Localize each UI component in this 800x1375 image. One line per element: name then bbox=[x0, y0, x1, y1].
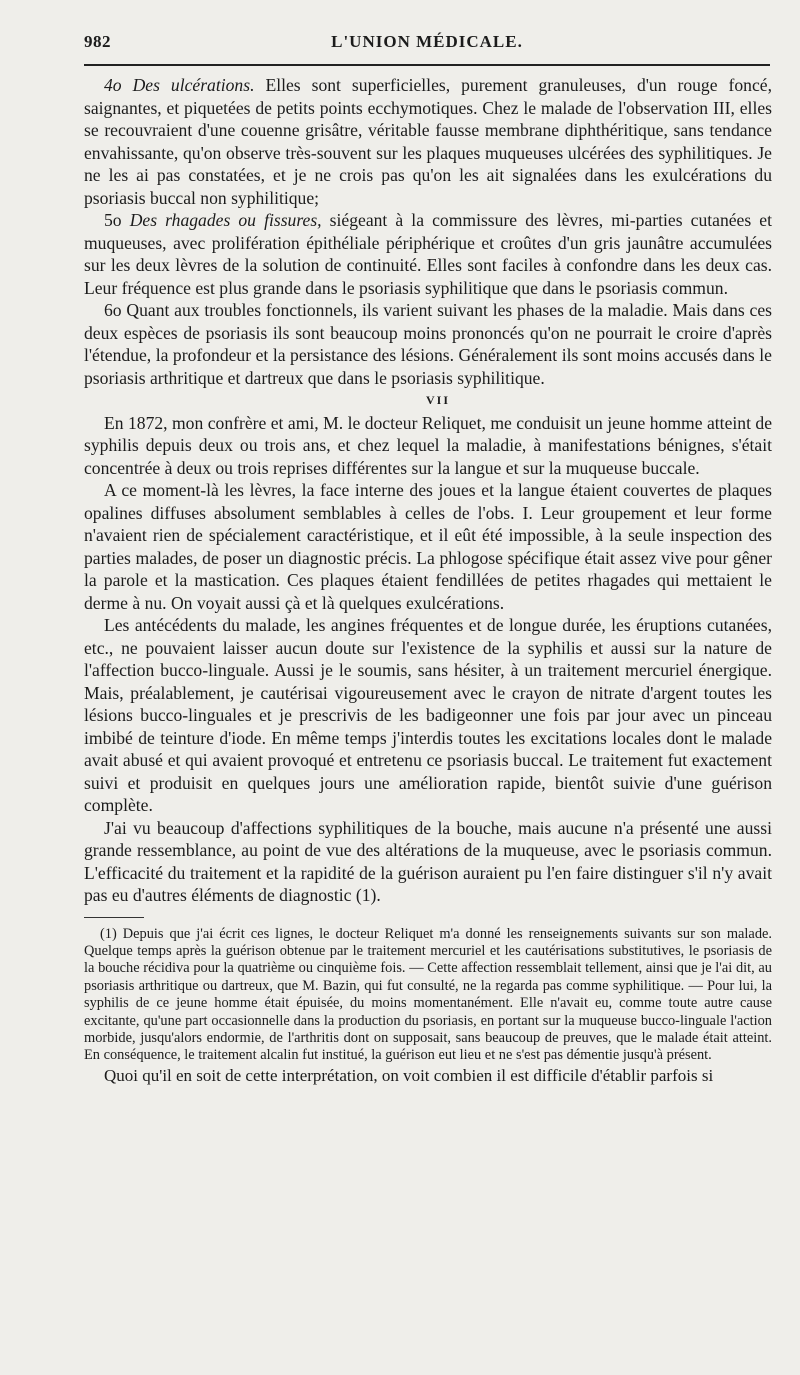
paragraph-continuation: Quoi qu'il en soit de cette interprétation, on voit combien il est difficile d'établir parfois si bbox=[104, 1065, 714, 1085]
paragraph-ulcerations bbox=[84, 74, 772, 209]
paragraph-plaques-opalines: A ce moment-là les lèvres, la face interne des joues et la langue étaient couvertes de plaques opalines diffuses absolument semblables à celles de l'obs. I. Leur groupement et leur forme n'avaient rien de spécialement caractéristique, et il eût été impossible, à la seule inspection des parties malades, de poser un diagnostic précis. La phlogose spécifique était assez vive pour gêner la parole et la mastication. Ces plaques étaient fendillées de petites rhagades qui mettaient le derme à nu. On voyait aussi çà et là quelques exulcérations. bbox=[84, 480, 772, 613]
page-number: 982 bbox=[84, 32, 111, 51]
article-body bbox=[84, 74, 772, 1087]
rhagades-text: siégeant à la commissure des lèvres, mi-parties cutanées et muqueuses, avec prolifération épithéliale périphérique et croûtes d'un gris jaunâtre accumulées sur les deux lèvres de la solution de continuité. Elles sont faciles à confondre dans les deux cas. Leur fréquence est plus grande dans le psoriasis syphilitique que dans le psoriasis commun. bbox=[84, 210, 772, 298]
footnotes bbox=[84, 926, 772, 1065]
ulcerations-label: 4o Des ulcérations. bbox=[104, 75, 255, 95]
section-numeral: VII bbox=[425, 393, 450, 407]
paragraph-observation-1872: En 1872, mon confrère et ami, M. le docteur Reliquet, me conduisit un jeune homme atteint de syphilis depuis deux ou trois ans, et chez lequel la maladie, à manifestations bénignes, s'était concentrée à deux ou trois reprises différentes sur la langue et sur la muqueuse buccale. bbox=[84, 412, 772, 478]
footnote-1: (1) Depuis que j'ai écrit ces lignes, le docteur Reliquet m'a donné les renseignements suivants sur son malade. Quelque temps après la guérison obtenue par le traitement mercuriel et les cautérisations substitutives, le psoriasis de la bouche récidiva pour la quatrième ou cinquième fois. — Cette affection ressemblait tellement, ainsi que je l'ai dit, au psoriasis arthritique ou dartreux, que M. Bazin, qui fut consulté, ne la regarda pas comme syphilitique. — Pour lui, la syphilis de ce jeune homme était épuisée, du moins momentanément. Elle n'avait eu, comme toute autre cause excitante, qu'une part occasionnelle dans la production du psoriasis, en portant sur la muqueuse bucco-linguale l'action morbide, jusqu'alors endormie, de l'arthritis dont on supposait, sans beaucoup de preuves, que le malade était atteint. En conséquence, le traitement alcalin fut institué, la guérison eut lieu et ne s'est pas démentie jusqu'à présent. bbox=[84, 925, 772, 1064]
paragraph-antecedents: Les antécédents du malade, les angines fréquentes et de longue durée, les éruptions cutanées, etc., ne pouvaient laisser aucun doute sur l'existence de la syphilis et aussi sur la nature de l'affection bucco-linguale. Aussi je le soumis, sans hésiter, à un traitement mercuriel énergique. Mais, préalablement, je cautérisai vigoureusement avec le crayon de nitrate d'argent toutes les lésions bucco-linguales et je prescrivis de les badigeonner une fois par jour avec un pinceau imbibé de teinture d'iode. En même temps j'interdis toutes les excitations locales dont le malade avait abusé et qui avaient provoqué et entretenu ce psoriasis buccal. Le traitement fut exactement suivi et produisit en quelques jours une amélioration rapide, bientôt suivie d'une guérison complète. bbox=[84, 615, 772, 815]
paragraph-rhagades bbox=[84, 209, 772, 299]
rhagades-prefix: 5o bbox=[104, 210, 130, 230]
page-header bbox=[84, 32, 770, 58]
paragraph-troubles-fonctionnels: 6o Quant aux troubles fonctionnels, ils varient suivant les phases de la maladie. Mais dans ces deux espèces de psoriasis ils sont beaucoup moins prononcés qu'on ne pourrait le croire d'après l'étendue, la profondeur et la persistance des lésions. Généralement ils sont moins accusés dans le psoriasis arthritique et dartreux que dans le psoriasis syphilitique. bbox=[84, 300, 772, 388]
journal-title: L'UNION MÉDICALE. bbox=[331, 32, 523, 51]
rhagades-label: Des rhagades ou fissures, bbox=[129, 210, 322, 230]
header-rule bbox=[84, 64, 770, 66]
paragraph-diagnostic: J'ai vu beaucoup d'affections syphilitiques de la bouche, mais aucune n'a présenté une aussi grande ressemblance, au point de vue des altérations de la muqueuse, avec le psoriasis commun. L'efficacité du traitement et la rapidité de la guérison auraient pu l'en faire distinguer s'il n'y avait pas eu d'autres éléments de diagnostic (1). bbox=[84, 817, 772, 905]
footnote-separator bbox=[84, 917, 144, 918]
ulcerations-text: Elles sont superficielles, purement granuleuses, d'un rouge foncé, saignantes, et piquetées de petits points ecchymotiques. Chez le malade de l'observation III, elles se recouvraient d'une couenne grisâtre, véritable fausse membrane diphthéritique, sans tendance envahissante, qu'on observe très-souvent sur les plaques muqueuses ulcérées des syphilitiques. Je ne les ai pas constatées, et je ne crois pas qu'on les ait signalées dans les exulcérations du psoriasis buccal non syphilitique; bbox=[84, 75, 772, 208]
